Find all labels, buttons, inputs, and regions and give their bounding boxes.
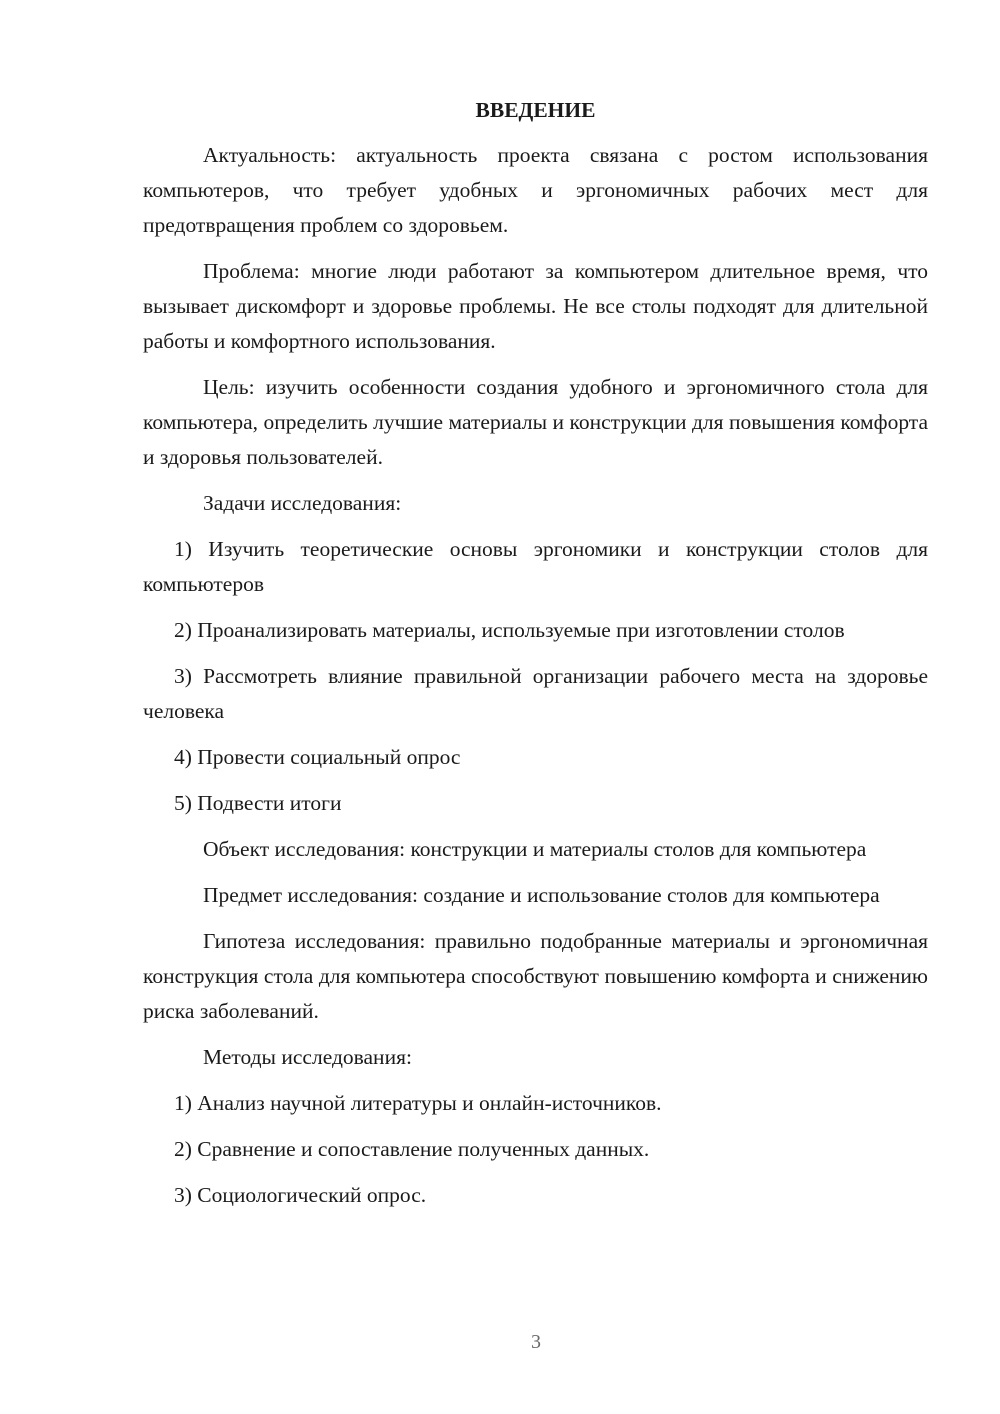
- method-item: 2) Сравнение и сопоставление полученных данных.: [174, 1137, 650, 1161]
- task-item: 2) Проанализировать материалы, используемые при изготовлении столов: [174, 618, 845, 642]
- subject-paragraph: Предмет исследования: создание и использование столов для компьютера: [203, 883, 880, 907]
- method-item: 1) Анализ научной литературы и онлайн-источников.: [174, 1091, 662, 1115]
- goal-paragraph: Цель: изучить особенности создания удобного и эргономичного стола для компьютера, определить лучшие материалы и конструкции для повышения комфорта и здоровья пользователей.: [143, 375, 928, 469]
- hypothesis-paragraph: Гипотеза исследования: правильно подобранные материалы и эргономичная конструкция стола для компьютера способствуют повышению комфорта и снижению риска заболеваний.: [143, 929, 928, 1023]
- methods-list: [143, 1086, 928, 1213]
- tasks-list: [143, 532, 928, 821]
- task-item: 3) Рассмотреть влияние правильной организации рабочего места на здоровье человека: [143, 664, 928, 723]
- methods-heading: Методы исследования:: [203, 1045, 412, 1069]
- document-page: [143, 93, 928, 1224]
- page-number: 3: [531, 1331, 541, 1353]
- tasks-heading: Задачи исследования:: [203, 491, 402, 515]
- section-title: ВВЕДЕНИЕ: [475, 98, 596, 122]
- task-item: 1) Изучить теоретические основы эргономики и конструкции столов для компьютеров: [143, 537, 928, 596]
- problem-paragraph: Проблема: многие люди работают за компьютером длительное время, что вызывает дискомфорт и здоровье проблемы. Не все столы подходят для длительной работы и комфортного использования.: [143, 259, 928, 353]
- object-paragraph: Объект исследования: конструкции и материалы столов для компьютера: [203, 837, 867, 861]
- relevance-paragraph: Актуальность: актуальность проекта связана с ростом использования компьютеров, что требует удобных и эргономичных рабочих мест для предотвращения проблем со здоровьем.: [143, 143, 928, 237]
- method-item: 3) Социологический опрос.: [174, 1183, 427, 1207]
- task-item: 5) Подвести итоги: [174, 791, 342, 815]
- task-item: 4) Провести социальный опрос: [174, 745, 461, 769]
